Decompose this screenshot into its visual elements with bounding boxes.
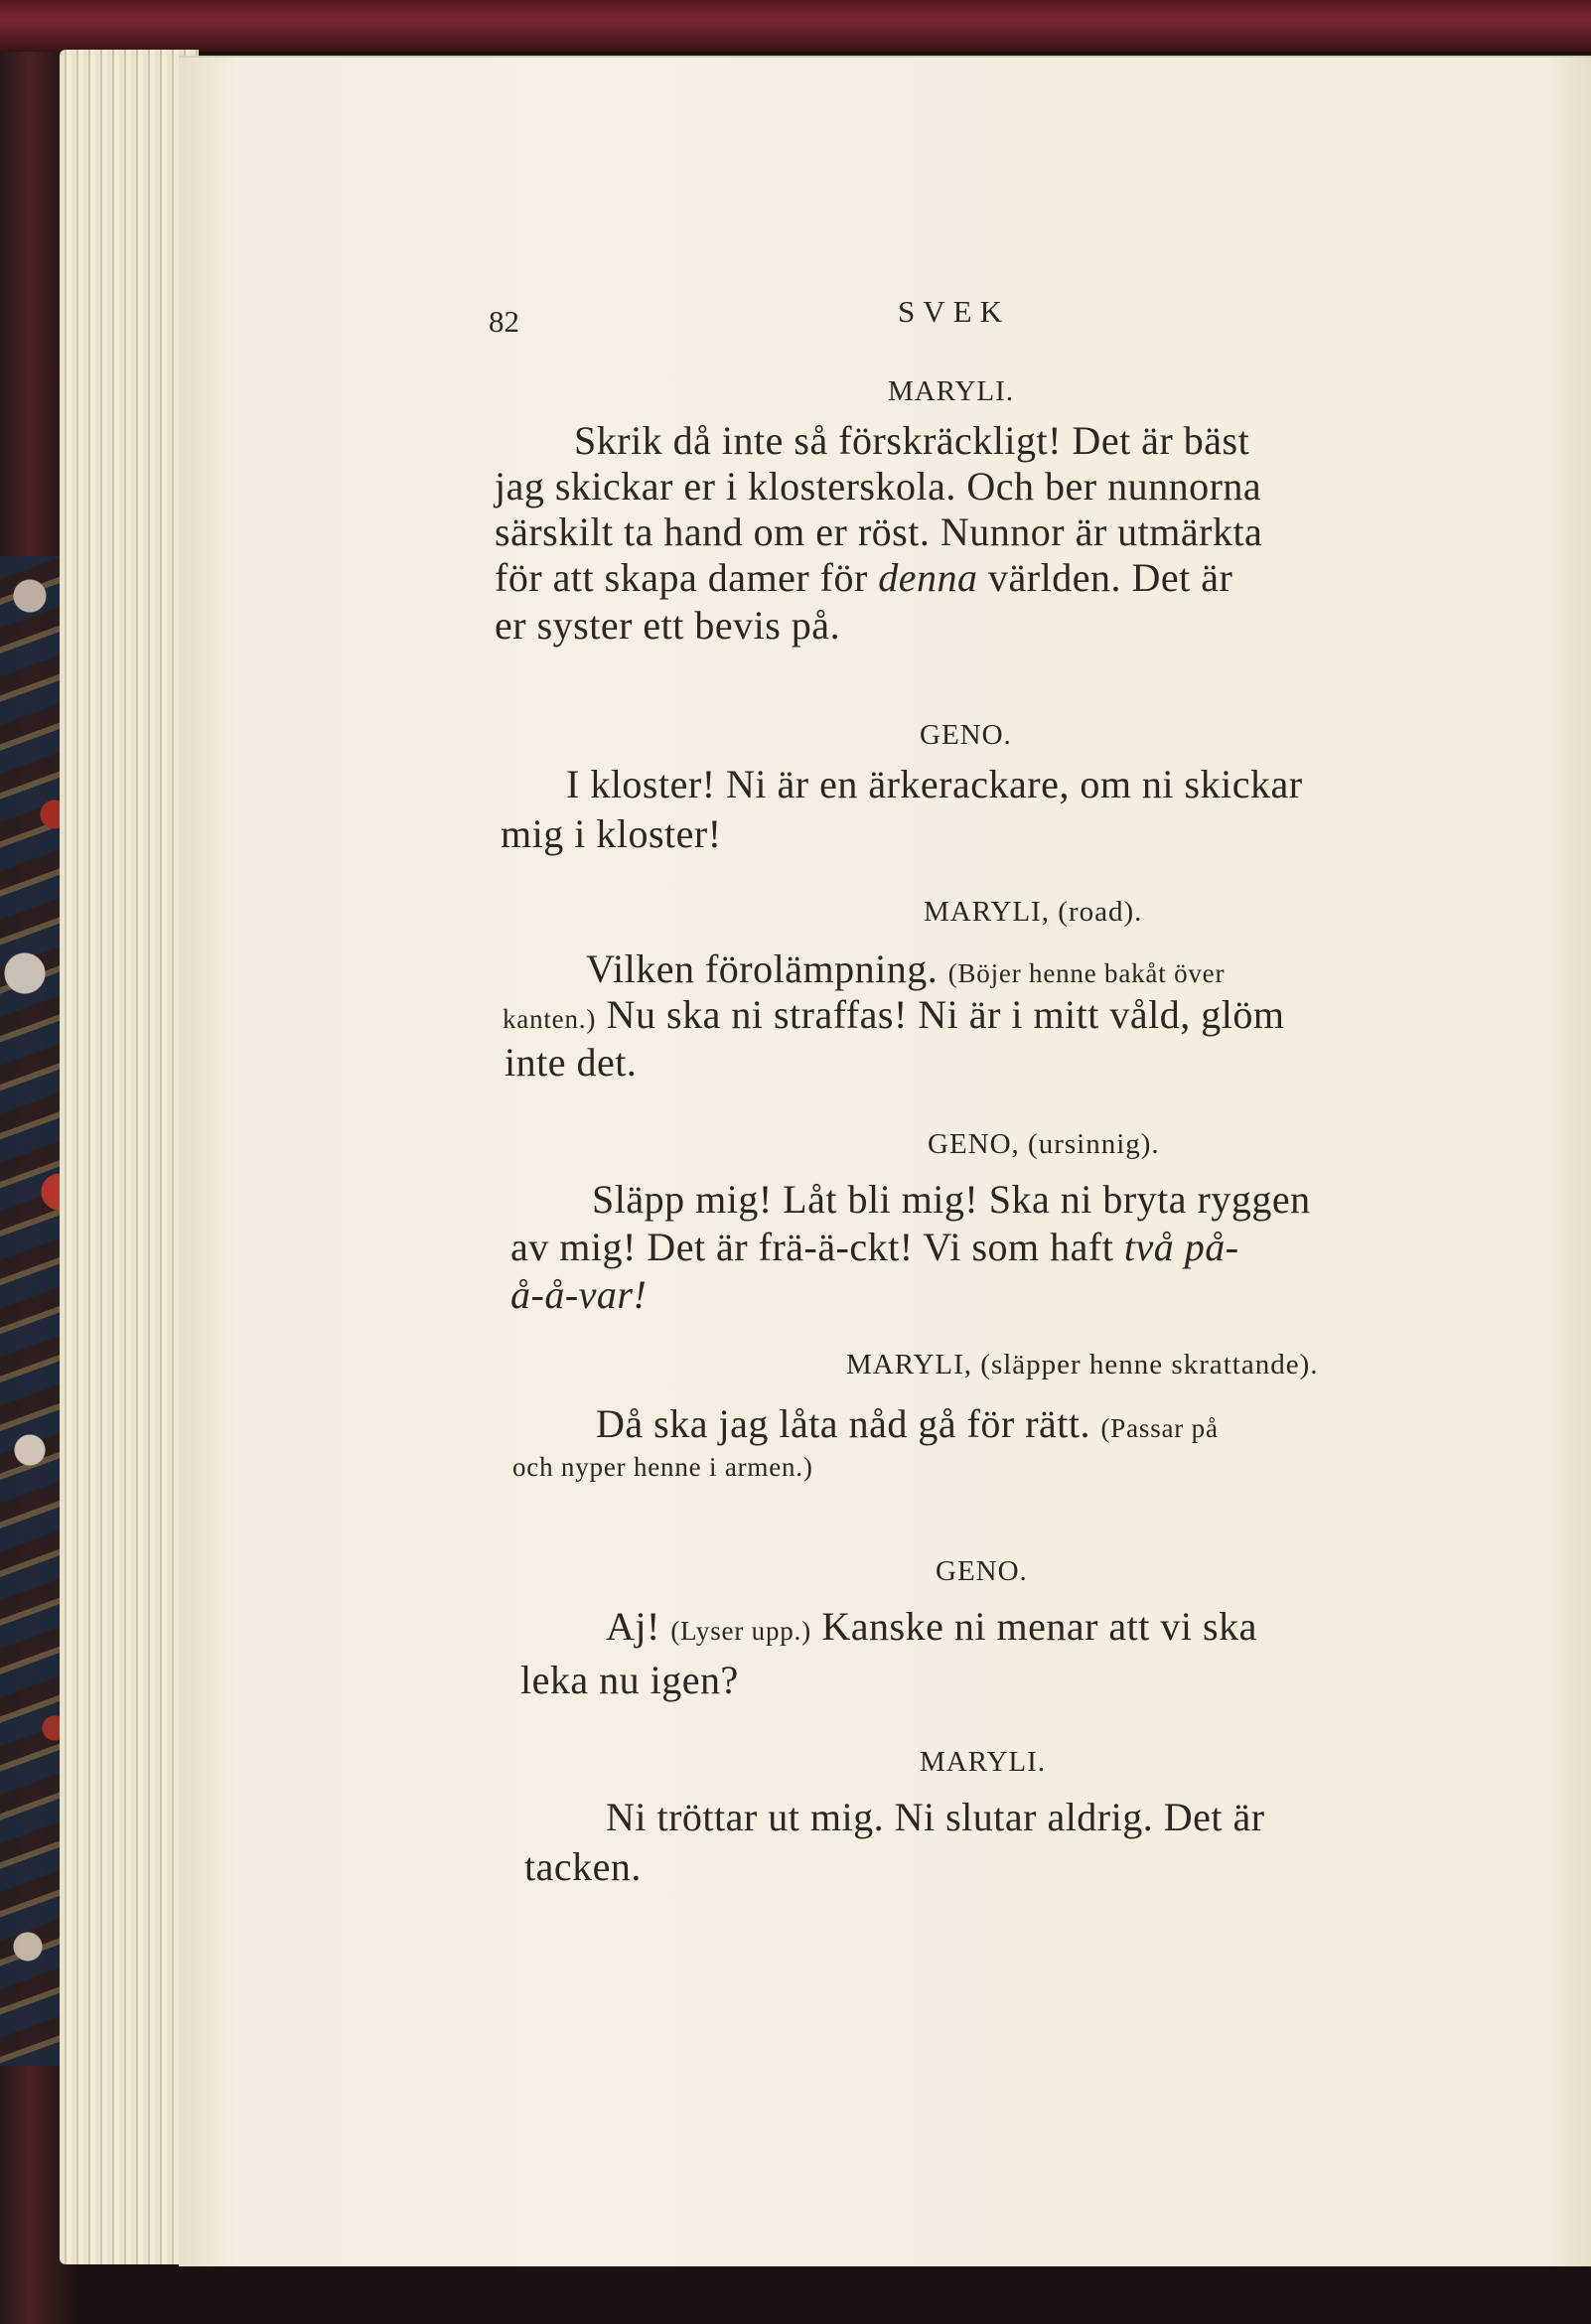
dialogue-line: Ni tröttar ut mig. Ni slutar aldrig. Det är <box>606 1795 1265 1839</box>
dialogue-line: mig i kloster! <box>501 811 722 856</box>
dialogue-line: er syster ett bevis på. <box>495 603 841 648</box>
book-page <box>179 56 1591 2266</box>
speaker-label: MARYLI, (road). <box>924 896 1143 928</box>
dialogue-line: leka nu igen? <box>520 1658 739 1702</box>
dialogue-line: för att skapa damer för denna världen. Det är <box>495 555 1233 600</box>
binding-top-band <box>0 0 1591 52</box>
speaker-label: GENO. <box>936 1555 1028 1587</box>
dialogue-line: I kloster! Ni är en ärkerackare, om ni skickar <box>566 762 1303 806</box>
speaker-label: GENO, (ursinnig). <box>928 1128 1160 1160</box>
dialogue-line: Skrik då inte så förskräckligt! Det är bäst <box>574 418 1250 463</box>
dialogue-line: jag skickar er i klosterskola. Och ber nunnorna <box>495 464 1262 508</box>
running-title: SVEK <box>898 294 1010 329</box>
dialogue-line: Aj! (Lyser upp.) Kanske ni menar att vi ska <box>606 1604 1257 1649</box>
dialogue-line: å-å-var! <box>510 1272 648 1317</box>
speaker-label: GENO. <box>920 719 1012 751</box>
speaker-label: MARYLI. <box>888 375 1015 407</box>
dialogue-line: tacken. <box>524 1844 642 1889</box>
stage-direction: (Passar på <box>1100 1413 1219 1443</box>
page-number: 82 <box>489 304 519 339</box>
emphasis-text: denna <box>878 555 978 600</box>
page-edges <box>60 50 199 2264</box>
speaker-label: MARYLI, (släpper henne skrattande). <box>846 1349 1319 1380</box>
stage-direction: kanten.) <box>503 1004 597 1034</box>
dialogue-line: Då ska jag låta nåd gå för rätt. (Passar på <box>596 1401 1219 1446</box>
emphasis-text: två på- <box>1123 1225 1239 1269</box>
dialogue-line: särskilt ta hand om er röst. Nunnor är utmärkta <box>495 509 1263 554</box>
dialogue-line: Släpp mig! Låt bli mig! Ska ni bryta ryggen <box>592 1177 1311 1222</box>
dialogue-line: Vilken förolämpning. (Böjer henne bakåt över <box>586 946 1226 991</box>
dialogue-line: kanten.) Nu ska ni straffas! Ni är i mitt våld, glöm <box>503 992 1285 1037</box>
stage-direction: (Böjer henne bakåt över <box>947 958 1226 988</box>
dialogue-line: inte det. <box>505 1040 638 1085</box>
stage-direction: (Lyser upp.) <box>670 1616 811 1646</box>
stage-direction: och nyper henne i armen.) <box>512 1452 813 1482</box>
dialogue-line: av mig! Det är frä-ä-ckt! Vi som haft två på- <box>510 1225 1239 1269</box>
speaker-label: MARYLI. <box>920 1746 1047 1778</box>
